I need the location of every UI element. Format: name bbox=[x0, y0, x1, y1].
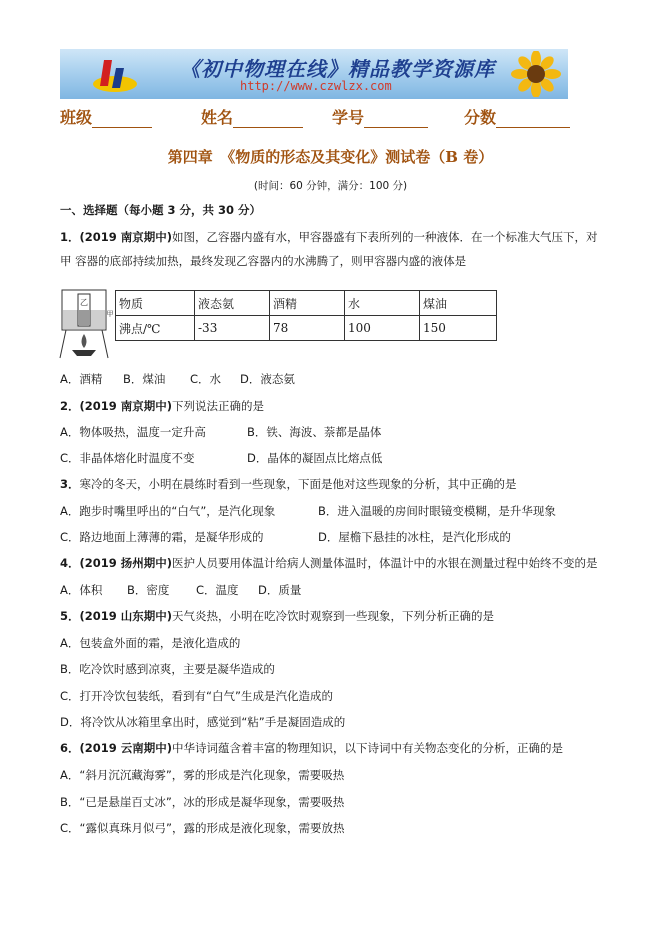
table-cell: 水 bbox=[345, 291, 420, 316]
logo-icon bbox=[90, 54, 140, 96]
table-row bbox=[116, 316, 497, 341]
id-blank[interactable] bbox=[364, 109, 428, 128]
q3-option-c[interactable]: C．路边地面上薄薄的霜，是凝华形成的 bbox=[60, 530, 264, 544]
question-text: 如图，乙容器内盛有水，甲容器盛有下表所列的一种液体．在一个标准大气压下，对 bbox=[172, 230, 598, 244]
boiling-point-table bbox=[115, 290, 497, 341]
table-cell: 物质 bbox=[116, 291, 195, 316]
question-number: 4． bbox=[60, 556, 80, 570]
class-field[interactable] bbox=[60, 105, 152, 128]
score-label: 分数 bbox=[464, 108, 497, 127]
header-banner bbox=[60, 49, 568, 99]
table-cell: 78 bbox=[270, 316, 345, 341]
table-cell: 150 bbox=[420, 316, 497, 341]
label-jia: 甲 bbox=[106, 310, 114, 318]
q4-option-c[interactable]: C．温度 bbox=[196, 583, 239, 597]
q1-option-d[interactable]: D．液态氨 bbox=[240, 372, 295, 386]
question-text: 寒冷的冬天，小明在晨练时看到一些现象，下面是他对这些现象的分析，其中正确的是 bbox=[79, 477, 517, 491]
class-label: 班级 bbox=[60, 108, 93, 127]
time-note: (时间：60 分钟，满分：100 分) bbox=[253, 180, 408, 192]
id-label: 学号 bbox=[332, 108, 365, 127]
q4-option-b[interactable]: B．密度 bbox=[127, 583, 170, 597]
q4-option-d[interactable]: D．质量 bbox=[258, 583, 302, 597]
question-text: 下列说法正确的是 bbox=[172, 399, 265, 413]
id-field[interactable] bbox=[332, 105, 428, 128]
table-cell: 液态氨 bbox=[195, 291, 270, 316]
q6-option-c[interactable]: C．“露似真珠月似弓”，露的形成是液化现象，需要放热 bbox=[60, 821, 345, 835]
heating-apparatus-diagram bbox=[58, 288, 114, 360]
question-number: 2． bbox=[60, 399, 80, 413]
table-cell: 沸点/℃ bbox=[116, 316, 195, 341]
sunflower-icon bbox=[506, 51, 566, 97]
q5-option-b[interactable]: B．吃冷饮时感到凉爽，主要是凝华造成的 bbox=[60, 662, 275, 676]
name-blank[interactable] bbox=[233, 109, 303, 128]
name-label: 姓名 bbox=[201, 108, 234, 127]
question-text: 医护人员要用体温计给病人测量体温时，体温计中的水银在测量过程中始终不变的是 bbox=[172, 556, 598, 570]
q5-option-a[interactable]: A．包装盒外面的霜，是液化造成的 bbox=[60, 636, 241, 650]
question-number: 6． bbox=[60, 741, 80, 755]
table-cell: 酒精 bbox=[270, 291, 345, 316]
question-number: 3． bbox=[60, 477, 80, 491]
question-5 bbox=[60, 608, 494, 624]
question-source: (2019 南京期中) bbox=[79, 230, 173, 244]
q2-option-a[interactable]: A．物体吸热，温度一定升高 bbox=[60, 425, 206, 439]
q2-option-c[interactable]: C．非晶体熔化时温度不变 bbox=[60, 451, 195, 465]
question-source: (2019 扬州期中) bbox=[79, 556, 173, 570]
question-source: (2019 南京期中) bbox=[79, 399, 173, 413]
q2-option-b[interactable]: B．铁、海波、萘都是晶体 bbox=[247, 425, 382, 439]
table-cell: 100 bbox=[345, 316, 420, 341]
q6-option-b[interactable]: B．“已是悬崖百丈冰”，冰的形成是凝华现象，需要吸热 bbox=[60, 795, 345, 809]
question-1-line2: 甲 容器的底部持续加热，最终发现乙容器内的水沸腾了，则甲容器内盛的液体是 bbox=[60, 254, 467, 268]
q2-option-d[interactable]: D．晶体的凝固点比熔点低 bbox=[247, 451, 383, 465]
question-source: (2019 云南期中) bbox=[79, 741, 173, 755]
page-title: 第四章 《物质的形态及其变化》测试卷（B 卷） bbox=[167, 148, 494, 166]
q4-option-a[interactable]: A．体积 bbox=[60, 583, 103, 597]
student-info-row bbox=[60, 105, 580, 131]
q3-option-b[interactable]: B．进入温暖的房间时眼镜变模糊，是升华现象 bbox=[318, 504, 556, 518]
question-1 bbox=[60, 229, 598, 245]
question-text: 天气炎热，小明在吃冷饮时观察到一些现象，下列分析正确的是 bbox=[172, 609, 495, 623]
q1-option-a[interactable]: A．酒精 bbox=[60, 372, 103, 386]
name-field[interactable] bbox=[201, 105, 303, 128]
question-source: (2019 山东期中) bbox=[79, 609, 173, 623]
q5-option-d[interactable]: D．将冷饮从冰箱里拿出时，感觉到“粘”手是凝固造成的 bbox=[60, 715, 346, 729]
section-heading: 一、选择题（每小题 3 分，共 30 分） bbox=[60, 203, 262, 217]
table-cell: 煤油 bbox=[420, 291, 497, 316]
question-text: 中华诗词蕴含着丰富的物理知识，以下诗词中有关物态变化的分析，正确的是 bbox=[172, 741, 564, 755]
q5-option-c[interactable]: C．打开冷饮包装纸，看到有“白气”生成是汽化造成的 bbox=[60, 689, 333, 703]
question-4 bbox=[60, 555, 598, 571]
question-number: 5． bbox=[60, 609, 80, 623]
table-header-row bbox=[116, 291, 497, 316]
score-field[interactable] bbox=[464, 105, 570, 128]
table-cell: -33 bbox=[195, 316, 270, 341]
question-3 bbox=[60, 476, 517, 492]
label-yi: 乙 bbox=[80, 298, 88, 307]
banner-title: 《初中物理在线》精品教学资源库 bbox=[180, 57, 495, 81]
q1-option-b[interactable]: B．煤油 bbox=[123, 372, 166, 386]
question-2 bbox=[60, 398, 264, 414]
q1-option-c[interactable]: C．水 bbox=[190, 372, 222, 386]
banner-url: http://www.czwlzx.com bbox=[240, 79, 392, 93]
class-blank[interactable] bbox=[92, 109, 152, 128]
question-6 bbox=[60, 740, 563, 756]
question-number: 1． bbox=[60, 230, 80, 244]
q6-option-a[interactable]: A．“斜月沉沉藏海雾”，雾的形成是汽化现象，需要吸热 bbox=[60, 768, 345, 782]
q3-option-d[interactable]: D．屋檐下悬挂的冰柱，是汽化形成的 bbox=[318, 530, 511, 544]
score-blank[interactable] bbox=[496, 109, 570, 128]
q3-option-a[interactable]: A．跑步时嘴里呼出的“白气”，是汽化现象 bbox=[60, 504, 276, 518]
